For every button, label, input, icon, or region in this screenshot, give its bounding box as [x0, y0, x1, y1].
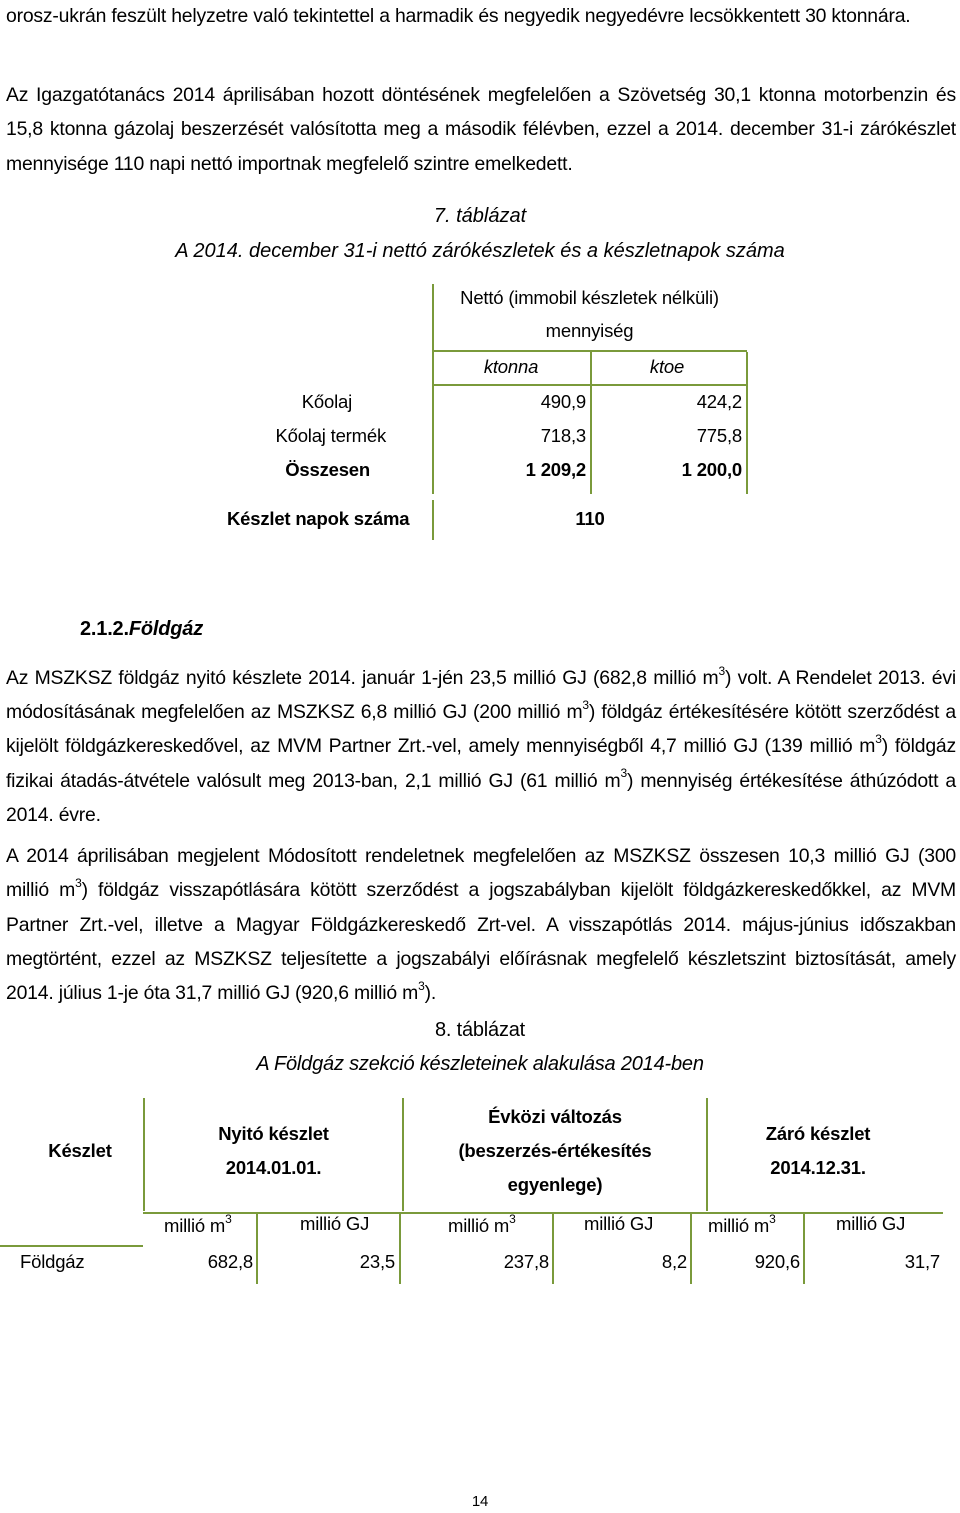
paragraph-3: Az MSZKSZ földgáz nyitó készlete 2014. január 1-jén 23,5 millió GJ (682,8 millió $m^3$) volt. A Rendelet 2013. évi módosításának megfelelően az MSZKSZ 6,8 millió GJ (200 millió $m^3$) földgáz értékesítésére kötött szerződést a kijelölt földgázkereskedővel, az MVM Partner Zrt.-vel, amely mennyiségből 4,7 millió GJ (139 millió $m^3$) földgáz fizikai átadás-átvétele valósult meg 2013-ban, 2,1 millió GJ (61 millió $m^3$) mennyiség értékesítése áthúzódott a 2014. évre. [6, 663, 956, 826]
table-7-header-line2: mennyiség [545, 320, 634, 341]
table-8-title: A Földgáz szekció készleteinek alakulása 2014-ben [256, 1053, 704, 1075]
table-8-cell: 920,6 [754, 1251, 800, 1272]
section-number: 2.1.2. [80, 618, 129, 640]
table-7-cell: 775,8 [696, 425, 742, 446]
table-7-row-label: Kőolaj termék [275, 425, 386, 446]
table-8-row-divider [0, 1245, 143, 1247]
section-heading [80, 618, 203, 641]
paragraph-4: A 2014 áprilisában megjelent Módosított rendeletnek megfelelően az MSZKSZ összesen 10,3 millió GJ (300 millió $m^3$) földgáz visszapótlására kötött szerződést a jogszabályban kijelölt földgázkereskedőkkel, az MVM Partner Zrt.-vel, illetve a Magyar Földgázkereskedő Zrt-vel. A visszapótlás 2014. május-június időszakban megtörtént, ezzel az MSZKSZ teljesítette a jogszabályi előírásnak megfelelő készletszint biztosítását, amely 2014. július 1-je óta 31,7 millió GJ (920,6 millió $m^3$). [6, 845, 957, 1005]
table-8-cell: 8,2 [661, 1251, 687, 1272]
table-8-col-evkozi-2: (beszerzés-értékesítés [458, 1140, 652, 1161]
table-8-cell: 237,8 [503, 1251, 549, 1272]
table-7-vline-right [746, 352, 748, 494]
table-8-vline [706, 1098, 708, 1211]
table-7-days-label: Készlet napok száma [227, 508, 410, 529]
table-7-cell: 718,3 [540, 425, 586, 446]
table-7-header-line1: Nettó (immobil készletek nélküli) [460, 287, 719, 308]
page-number: 14 [471, 1493, 489, 1510]
table-8-unit-gj: millió GJ [836, 1213, 906, 1234]
table-8-cell: 31,7 [904, 1251, 940, 1272]
table-7-cell: 1 209,2 [525, 459, 586, 480]
table-7-cell: 424,2 [696, 391, 742, 412]
table-8-vline [256, 1214, 258, 1284]
table-8-col-nyito-date: 2014.01.01. [225, 1157, 322, 1178]
table-7-unit-ktoe: ktoe [649, 356, 685, 377]
table-8-unit-gj: millió GJ [300, 1213, 370, 1234]
table-8-row-label: Földgáz [20, 1251, 85, 1272]
table-7-row-label: Összesen [285, 459, 370, 480]
table-7-unit-ktonna: ktonna [483, 356, 539, 377]
table-8-cell: 23,5 [359, 1251, 395, 1272]
table-8-col-evkozi: Évközi változás [488, 1106, 622, 1127]
table-8-vline [690, 1214, 692, 1284]
table-8-col-keszlet: Készlet [48, 1140, 112, 1161]
table-8-col-zaro-date: 2014.12.31. [770, 1157, 866, 1178]
table-7-title: A 2014. december 31-i nettó zárókészletek és a készletnapok száma [175, 240, 785, 262]
table-8-col-evkozi-3: egyenlege) [507, 1174, 603, 1195]
table-8-unit-m3: millió $m^3$ [448, 1211, 516, 1236]
table-7-days-value: 110 [575, 508, 605, 529]
table-8-vline [552, 1214, 554, 1284]
table-8-header-divider [143, 1212, 943, 1214]
paragraph-1: orosz-ukrán feszült helyzetre való tekintettel a harmadik és negyedik negyedévre lecsökkentett 30 ktonnára. [6, 5, 911, 27]
table-8-vline [803, 1214, 805, 1284]
table-8-unit-m3: millió $m^3$ [164, 1211, 232, 1236]
table-8-col-zaro: Záró készlet [765, 1123, 871, 1144]
table-7-cell: 1 200,0 [681, 459, 742, 480]
table-8-vline [399, 1214, 401, 1284]
table-7-number: 7. táblázat [433, 205, 527, 227]
section-title: Földgáz [128, 618, 203, 640]
table-8-unit-gj: millió GJ [584, 1213, 654, 1234]
paragraph-2: Az Igazgatótanács 2014 áprilisában hozott döntésének megfelelően a Szövetség 30,1 ktonna motorbenzin és 15,8 ktonna gázolaj beszerzését valósította meg a második félévben, ezzel a 2014. december 31-i zárókészlet mennyisége 110 napi nettó importnak megfelelő szintre emelkedett. [6, 84, 956, 175]
table-7-row-label: Kőolaj [301, 391, 352, 412]
table-8-number: 8. táblázat [434, 1019, 526, 1041]
table-8-unit-m3: millió $m^3$ [708, 1211, 776, 1236]
table-7-vline-days [432, 500, 434, 540]
table-7-cell: 490,9 [540, 391, 586, 412]
table-8-cell: 682,8 [207, 1251, 253, 1272]
table-8-col-nyito: Nyitó készlet [218, 1123, 329, 1144]
